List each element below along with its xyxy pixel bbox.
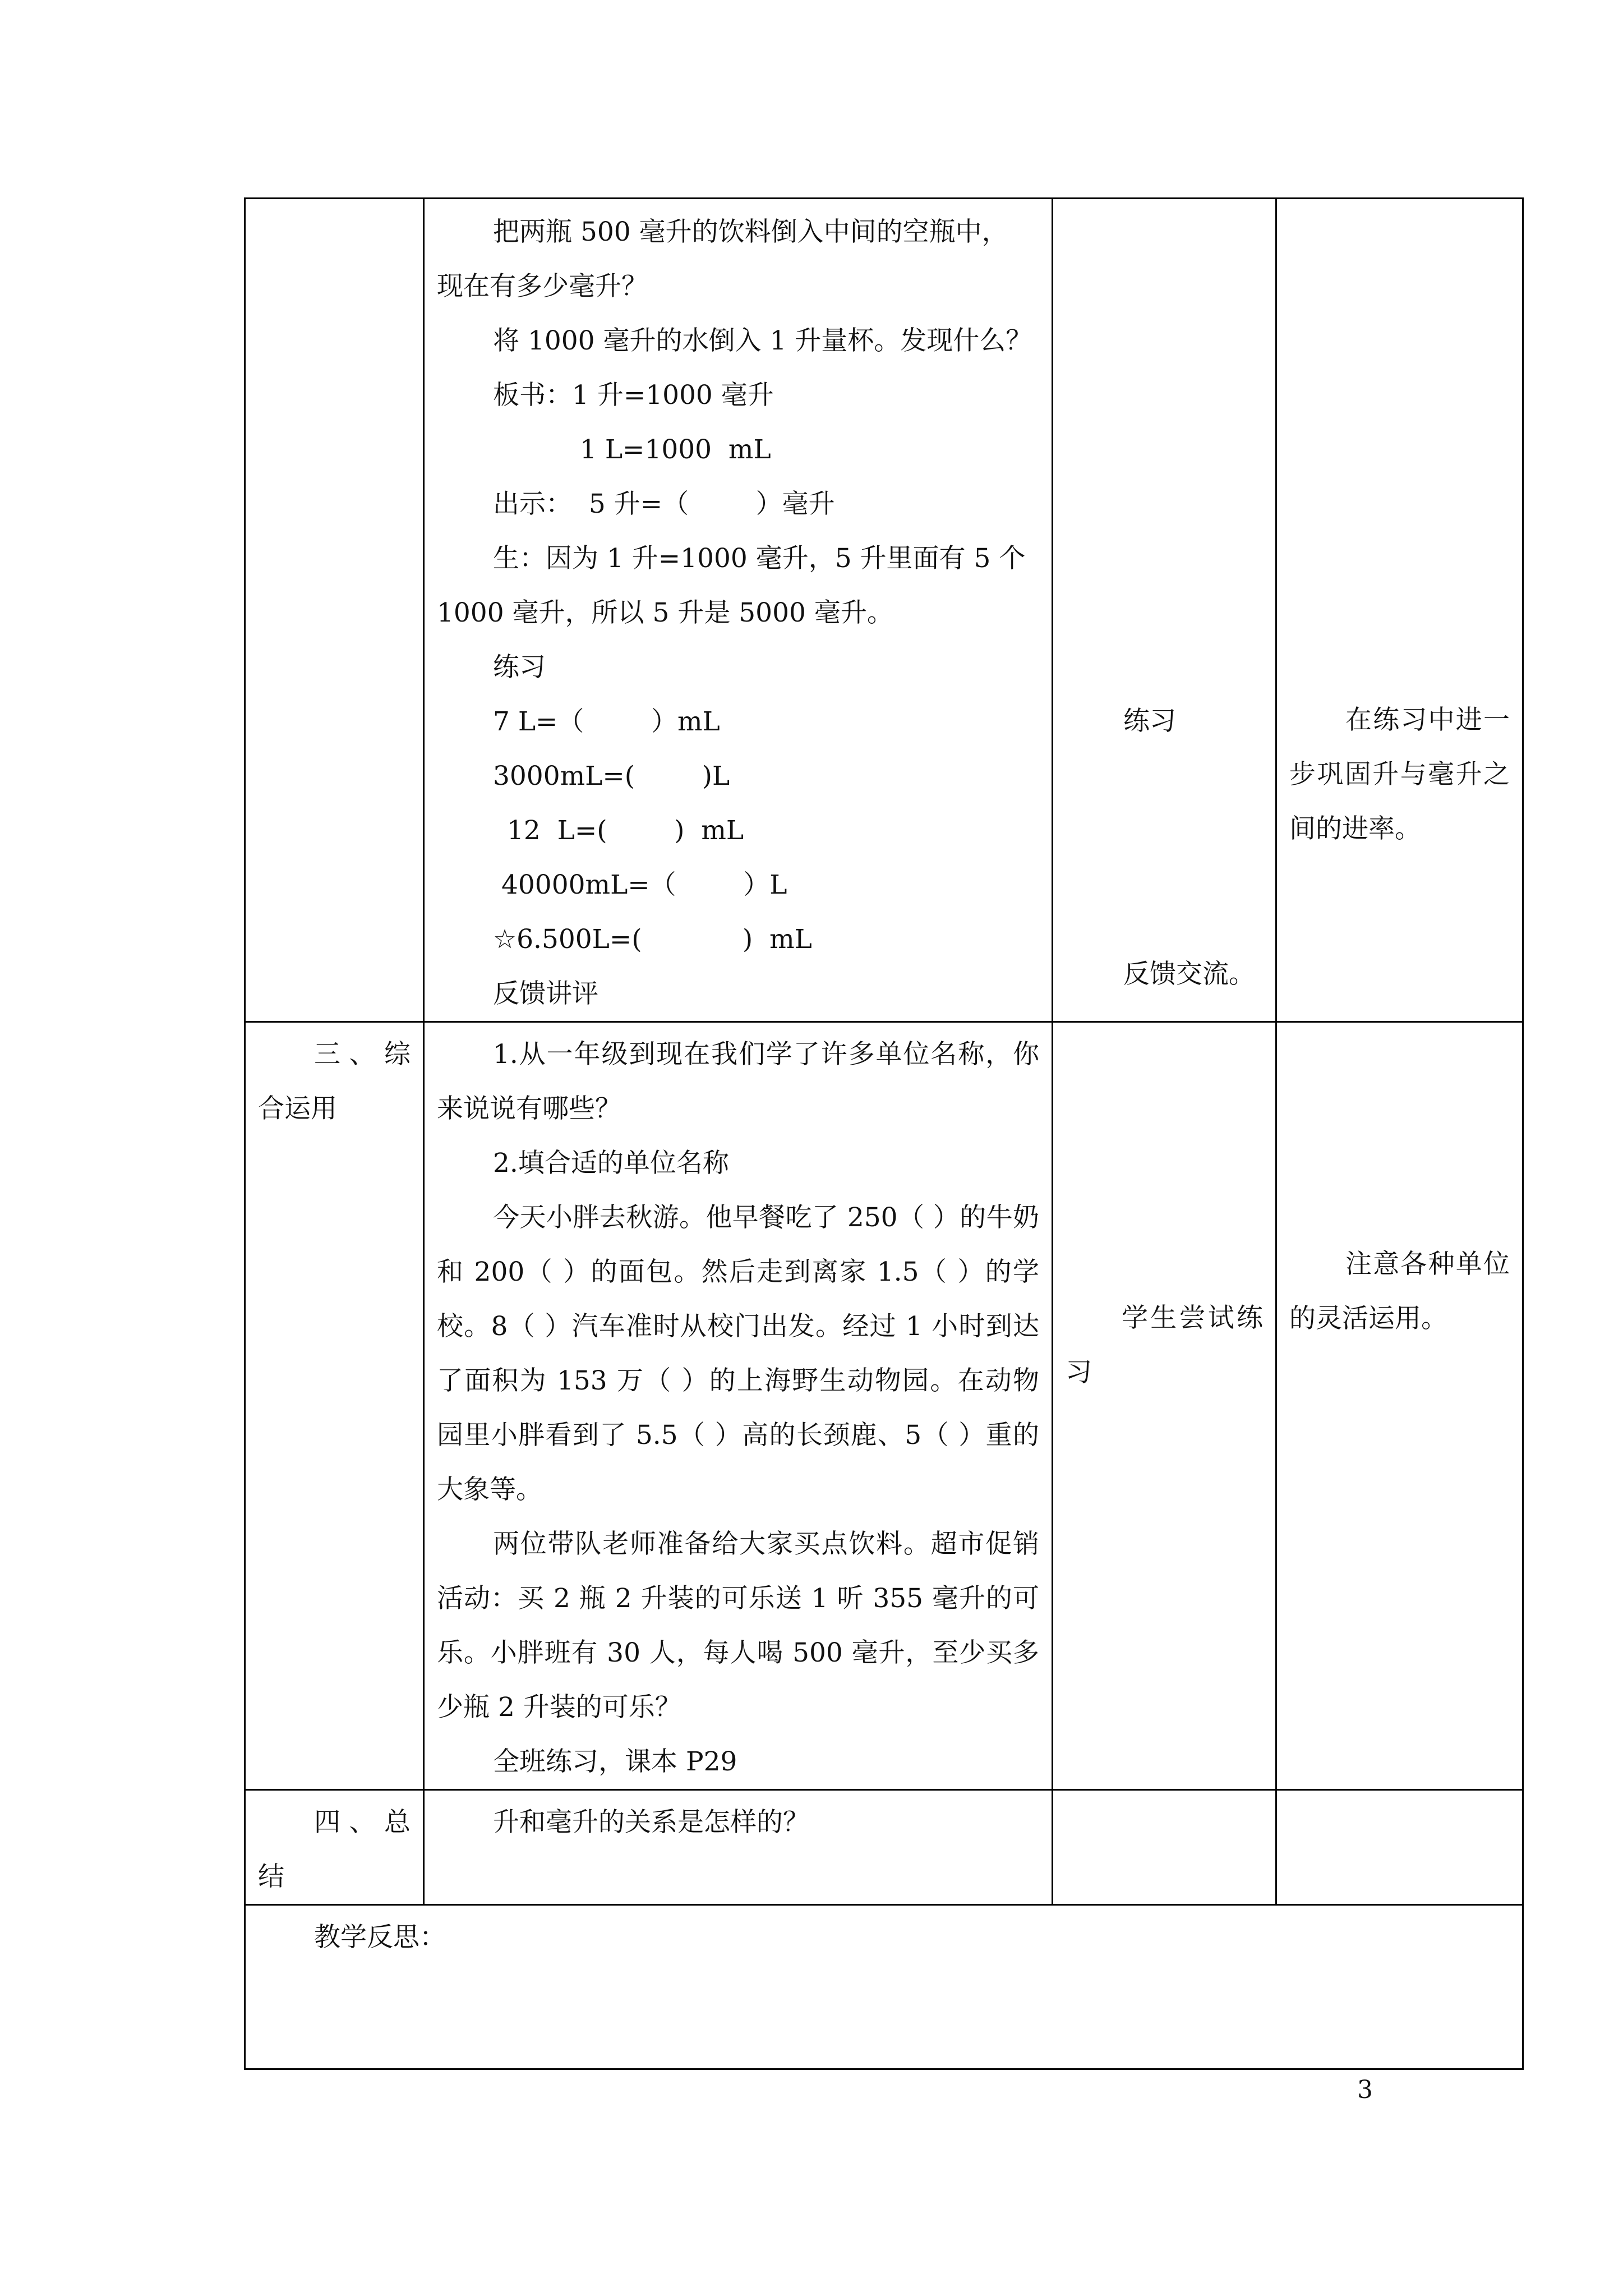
content-line: 现在有多少毫升？ <box>437 271 648 302</box>
content-line: 把两瓶 500 毫升的饮料倒入中间的空瓶中， <box>493 217 1008 247</box>
table-row <box>245 199 1523 1022</box>
student-activity-cell <box>1053 199 1276 1022</box>
student-activity-text: 练习 <box>1123 706 1176 737</box>
table-row <box>245 1022 1523 1790</box>
content-line: 板书：1 升=1000 毫升 <box>493 380 774 411</box>
content-line: 12 L=( ) mL <box>507 815 744 846</box>
table-row <box>245 1790 1523 1905</box>
content-line: 3000mL=( )L <box>493 761 730 792</box>
design-intent-cell <box>1276 199 1523 1022</box>
content-line: 将 1000 毫升的水倒入 1 升量杯。发现什么？ <box>493 325 1032 356</box>
content-line: 练习 <box>493 652 546 683</box>
student-activity-text: 学生尝试练习 <box>1066 1303 1263 1388</box>
design-intent-cell <box>1276 1022 1523 1790</box>
student-activity-cell <box>1053 1790 1276 1905</box>
student-feedback-text: 反馈交流。 <box>1123 959 1255 990</box>
content-line: ☆6.500L=( ) mL <box>493 924 812 955</box>
content-line: 出示： 5 升=（ ）毫升 <box>493 489 835 519</box>
design-intent-text: 在练习中进一步巩固升与毫升之间的进率。 <box>1289 705 1510 844</box>
question-2-story: 今天小胖去秋游。他早餐吃了 250（ ）的牛奶和 200（ ）的面包。然后走到离家 1.5（ ）的学校。8（ ）汽车准时从校门出发。经过 1 小时到达了面积为 153 万（ ）的上海野生动物园。在动物园里小胖看到了 5.5（ ）高的长颈鹿、5（ ）重的大象等。 <box>437 1202 1039 1505</box>
content-line: 1 L=1000 mL <box>580 434 771 465</box>
content-cell <box>424 1022 1053 1790</box>
step-cell <box>245 199 424 1022</box>
content-line: 1000 毫升，所以 5 升是 5000 毫升。 <box>437 597 893 628</box>
question-3: 两位带队老师准备给大家买点饮料。超市促销活动：买 2 瓶 2 升装的可乐送 1 听 355 毫升的可乐。小胖班有 30 人，每人喝 500 毫升，至少买多少瓶 2 升装的可乐？ <box>437 1529 1039 1723</box>
table-row <box>245 1905 1523 2069</box>
content-line: 反馈讲评 <box>493 978 598 1009</box>
design-intent-text: 注意各种单位的灵活运用。 <box>1289 1249 1510 1334</box>
step-cell <box>245 1022 424 1790</box>
content-cell <box>424 1790 1053 1905</box>
step-cell <box>245 1790 424 1905</box>
design-intent-cell <box>1276 1790 1523 1905</box>
lesson-plan-table <box>244 197 1524 2070</box>
reflection-cell <box>245 1905 1523 2069</box>
question-4: 全班练习，课本 P29 <box>493 1746 737 1777</box>
content-cell <box>424 199 1053 1022</box>
step-label: 四、总结 <box>258 1807 411 1892</box>
content-line: 40000mL=（ ）L <box>501 869 787 900</box>
step-label: 三、综合运用 <box>258 1039 411 1124</box>
question-2-title: 2.填合适的单位名称 <box>493 1148 729 1179</box>
student-activity-cell <box>1053 1022 1276 1790</box>
page-number: 3 <box>1357 2076 1373 2104</box>
content-line: 生：因为 1 升=1000 毫升，5 升里面有 5 个 <box>493 543 1026 574</box>
question-1: 1.从一年级到现在我们学了许多单位名称，你来说说有哪些？ <box>437 1039 1039 1124</box>
reflection-label: 教学反思： <box>314 1922 446 1953</box>
content-line: 7 L=（ ）mL <box>493 706 720 737</box>
summary-question: 升和毫升的关系是怎样的？ <box>493 1807 809 1838</box>
